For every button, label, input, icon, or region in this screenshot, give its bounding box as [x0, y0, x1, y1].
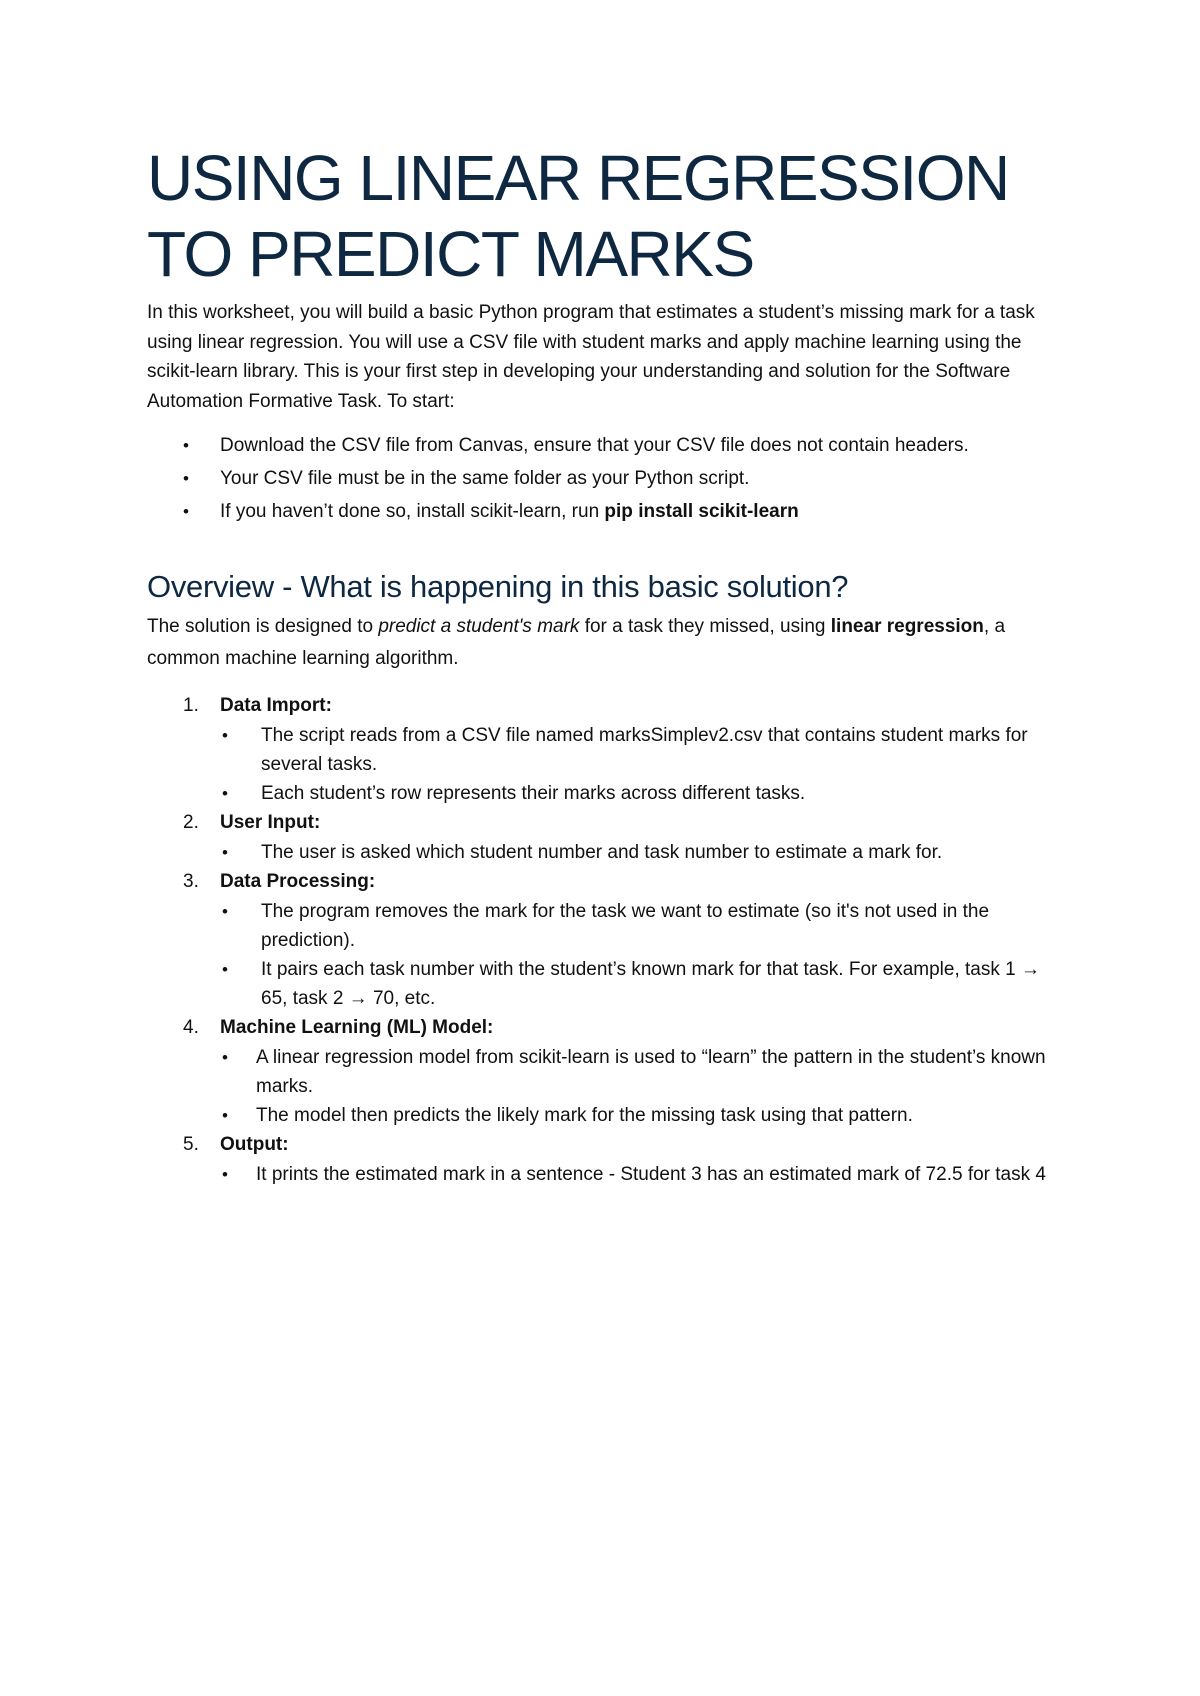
worksheet-page — [147, 140, 1067, 1189]
title-line-1: USING LINEAR REGRESSION — [147, 142, 1009, 214]
list-item — [147, 463, 1067, 494]
list-item-text: Download the CSV file from Canvas, ensure that your CSV file does not contain headers. — [220, 435, 969, 456]
step-number: 1. — [183, 695, 199, 716]
list-item — [220, 1101, 1067, 1130]
list-item-text: The script reads from a CSV file named marksSimplev2.csv that contains student marks for several tasks. — [261, 725, 1028, 775]
list-item — [220, 955, 1067, 1013]
list-item — [220, 838, 1067, 867]
step-title: Output: — [220, 1134, 289, 1155]
bullet-icon: • — [222, 1165, 228, 1184]
bullet-icon: • — [183, 502, 189, 521]
bullet-icon: • — [183, 469, 189, 488]
step-number: 2. — [183, 812, 199, 833]
overview-text: The solution is designed to — [147, 616, 379, 637]
step-title: Machine Learning (ML) Model: — [220, 1017, 494, 1038]
bullet-icon: • — [222, 843, 228, 862]
intro-paragraph: In this worksheet, you will build a basic Python program that estimates a student’s missing mark for a task using linear regression. You will use a CSV file with student marks and apply machine learning using the scikit-learn library. This is your first step in developing your understanding and solution for the Software Automation Formative Task. To start: — [147, 302, 1035, 412]
bullet-icon: • — [222, 1048, 228, 1067]
step-number: 5. — [183, 1134, 199, 1155]
bullet-icon: • — [183, 436, 189, 455]
bullet-icon: • — [222, 902, 228, 921]
step-item — [147, 1013, 1067, 1130]
list-item — [220, 1160, 1067, 1189]
overview-paragraph — [147, 611, 1067, 675]
list-item — [220, 779, 1067, 808]
step-item — [147, 808, 1067, 867]
step-points — [220, 1043, 1067, 1130]
list-item — [220, 897, 1067, 955]
steps-list — [147, 691, 1067, 1189]
step-points — [220, 897, 1067, 1013]
bullet-icon: • — [222, 784, 228, 803]
step-item — [147, 1130, 1067, 1189]
overview-heading: Overview - What is happening in this basic solution? — [147, 569, 849, 604]
list-item-text: If you haven’t done so, install scikit-learn, run — [220, 501, 605, 522]
title-line-2: TO PREDICT MARKS — [147, 218, 754, 290]
step-points — [220, 1160, 1067, 1189]
step-number: 4. — [183, 1017, 199, 1038]
step-title: Data Import: — [220, 695, 332, 716]
list-item — [147, 430, 1067, 461]
list-item-text: It pairs each task number with the student’s known mark for that task. For example, task 1 → 65, task 2 → 70, etc. — [261, 959, 1040, 1009]
setup-list — [147, 430, 1067, 527]
step-title: User Input: — [220, 812, 321, 833]
overview-text: , a common machine learning algorithm. — [147, 616, 1006, 669]
step-points — [220, 721, 1067, 808]
bullet-icon: • — [222, 1106, 228, 1125]
bullet-icon: • — [222, 726, 228, 745]
overview-bold: linear regression — [830, 616, 984, 637]
list-item-text: Your CSV file must be in the same folder as your Python script. — [220, 468, 750, 489]
list-item-text: The user is asked which student number and task number to estimate a mark for. — [261, 842, 943, 863]
step-title: Data Processing: — [220, 871, 376, 892]
list-item-text: The model then predicts the likely mark for the missing task using that pattern. — [256, 1105, 913, 1126]
step-number: 3. — [183, 871, 199, 892]
list-item-text: The program removes the mark for the task we want to estimate (so it's not used in the prediction). — [261, 901, 990, 951]
list-item — [147, 496, 1067, 527]
list-item-text: It prints the estimated mark in a sentence - Student 3 has an estimated mark of 72.5 for task 4 — [256, 1164, 1046, 1185]
overview-emphasis: predict a student's mark — [378, 616, 580, 637]
bullet-icon: • — [222, 960, 228, 979]
page-title — [147, 140, 1067, 292]
list-item — [220, 1043, 1067, 1101]
step-item — [147, 691, 1067, 808]
list-item-text: A linear regression model from scikit-learn is used to “learn” the pattern in the student’s known marks. — [256, 1047, 1046, 1097]
list-item-text: Each student’s row represents their marks across different tasks. — [261, 783, 806, 804]
step-points — [220, 838, 1067, 867]
list-item — [220, 721, 1067, 779]
install-command: pip install scikit-learn — [604, 501, 799, 522]
step-item — [147, 867, 1067, 1013]
overview-text: for a task they missed, using — [579, 616, 831, 637]
